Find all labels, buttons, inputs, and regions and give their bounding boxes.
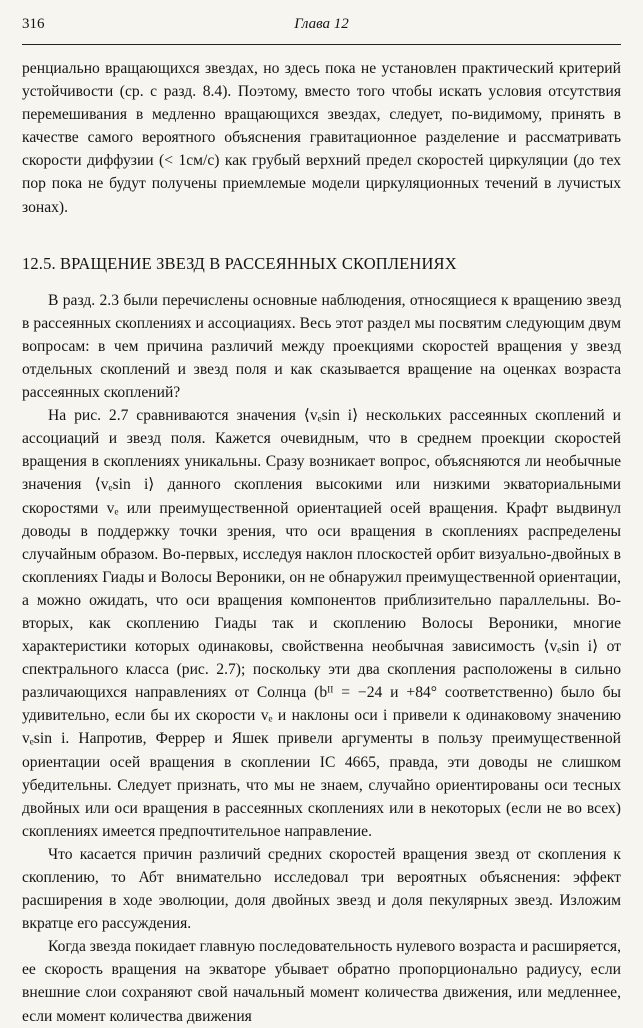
section-number: 12.5. [22, 253, 56, 273]
paragraph: Что касается причин различий средних скоростей вращения звезд от скопления к скоплению, то Абт внимательно исследовал три вероятных объяснения: эффект расширения в ходе эволюции, доля двойных звезд и доля пекулярных звезд. Изложим вкратце его рассуждения. [22, 845, 621, 933]
section-heading [22, 253, 621, 275]
page-header [22, 14, 621, 45]
paragraph: В разд. 2.3 были перечислены основные наблюдения, относящиеся к вращению звезд в рассеянных скоплениях и ассоциациях. Весь этот раздел мы посвятим следующим двум вопросам: в чем причина различий между проекциями скоростей вращения у звезд отдельных скоплений и звезд поля и как сказывается вращение на оценках возраста рассеянных скоплений? [22, 291, 621, 402]
paragraph: На рис. 2.7 сравниваются значения ⟨vₑsin i⟩ нескольких рассеянных скоплений и ассоциаций и звезд поля. Кажется очевидным, что в среднем проекции скоростей вращения в скоплениях уникальны. Сразу возникает вопрос, объясняются ли необычные значения ⟨vₑsin i⟩ данного скопления высокими или низкими экваториальными скоростями vₑ или преимущественной ориентацией осей вращения. Крафт выдвинул доводы в поддержку точки зрения, что оси вращения в скоплениях распределены случайным образом. Во-первых, исследуя наклон плоскостей орбит визуально-двойных в скоплениях Гиады и Волосы Вероники, он не обнаружил преимущественной ориентации, а можно ожидать, что оси вращения компонентов приблизительно параллельны. Во-вторых, как скоплению Гиады так и скоплению Волосы Вероники, многие характеристики которых одинаковы, свойственна необычная зависимость ⟨vₑsin i⟩ от спектрального класса (рис. 2.7); поскольку эти два скопления расположены в сильно различающихся направлениях от Солнца (bᴵᴵ = −24 и +84° соответственно) было бы удивительно, если бы их скорости vₑ и наклоны оси i привели к одинаковому значению vₑsin i. Напротив, Феррер и Яшек привели аргументы в пользу преимущественной ориентации осей вращения в скоплении IC 4665, правда, эти доводы не слишком убедительны. Следует признать, что мы не знаем, случайно ориентированы оси тесных двойных или оси вращения в рассеянных скоплениях или в некоторых (если не во всех) скоплениях имеется предпочтительное направление. [22, 407, 621, 840]
section-title: ВРАЩЕНИЕ ЗВЕЗД В РАССЕЯННЫХ СКОПЛЕНИЯХ [60, 253, 457, 273]
paragraph: Когда звезда покидает главную последовательность нулевого возраста и расширяется, ее скорость вращения на экваторе убывает обратно пропорционально радиусу, если внешние слои сохраняют свой начальный момент количества движения, или медленнее, если момент количества движения [22, 938, 621, 1025]
running-head: Глава 12 [294, 16, 349, 32]
paragraph-continued: ренциально вращающихся звездах, но здесь пока не установлен практический критерий устойчивости (ср. с разд. 8.4). Поэтому, вместо того чтобы искать условия отсутствия перемешивания в медленно вращающихся звездах, следует, по-видимому, принять в качестве самого вероятного объяснения гравитационное разделение и рассматривать скорости диффузии (< 1см/с) как грубый верхний предел скоростей циркуляции (до тех пор пока не будут получены приемлемые модели циркуляционных течений в лучистых зонах). [22, 60, 621, 216]
page-number: 316 [22, 16, 45, 32]
